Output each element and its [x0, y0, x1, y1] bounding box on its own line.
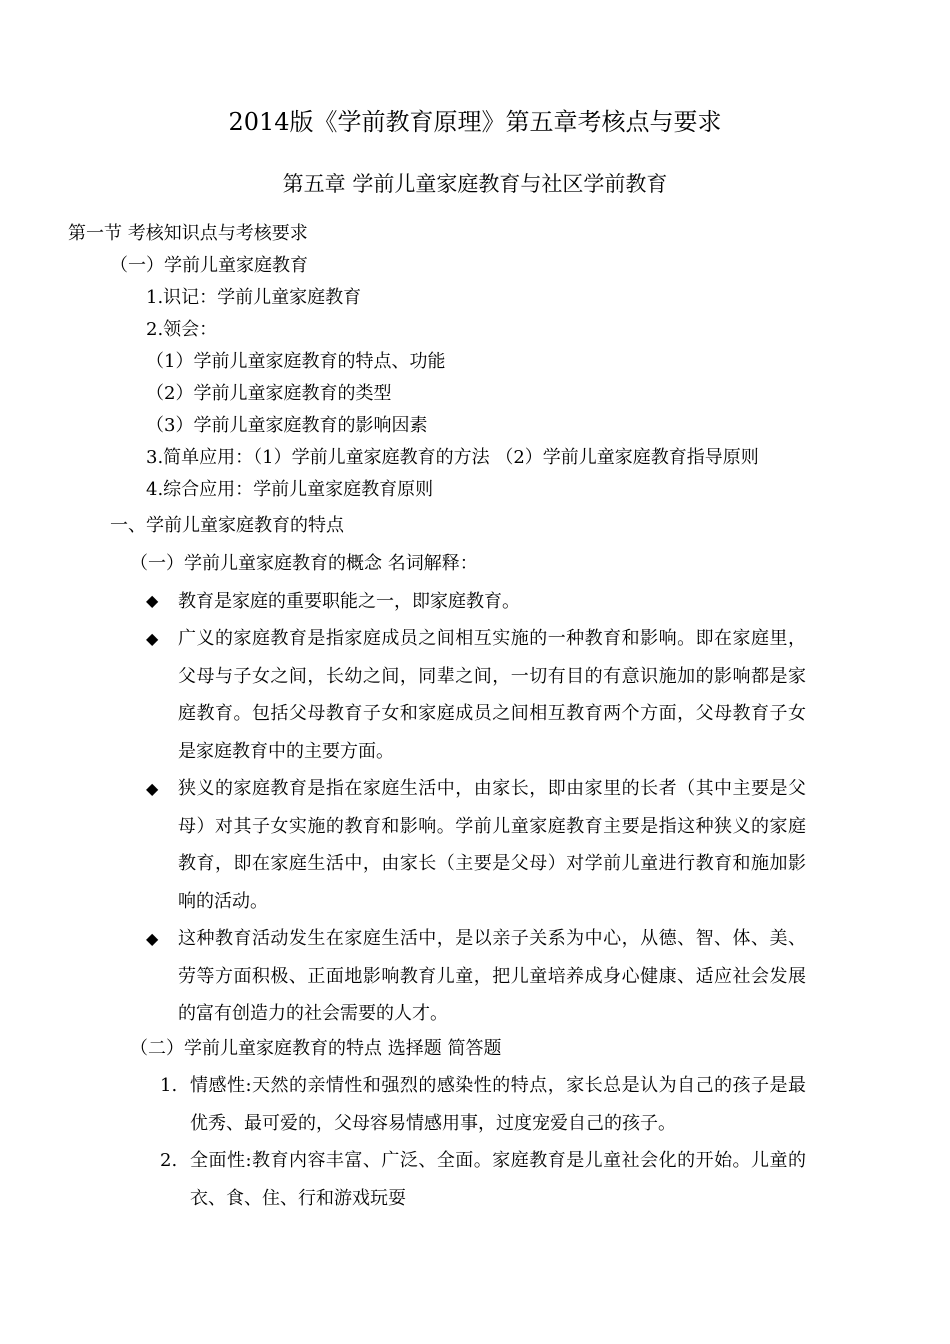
section-heading: 第一节 考核知识点与考核要求 — [68, 223, 308, 244]
diamond-bullet-icon: ◆ — [146, 929, 159, 948]
features-heading: （二）学前儿童家庭教育的特点 选择题 简答题 — [130, 1038, 502, 1059]
feature-number: 1. — [160, 1075, 178, 1096]
diamond-bullet-icon: ◆ — [146, 779, 159, 798]
subsection-heading: （一）学前儿童家庭教育 — [110, 255, 308, 276]
bullet-paragraph: 这种教育活动发生在家庭生活中，是以亲子关系为中心，从德、智、体、美、劳等方面积极、正面地影响教育儿童，把儿童培养成身心健康、适应社会发展的富有创造力的社会需要的人才。 — [178, 928, 806, 1024]
list-item: 2.领会： — [146, 319, 218, 340]
chapter-title: 第五章 学前儿童家庭教育与社区学前教育 — [282, 172, 668, 196]
list-item: （2）学前儿童家庭教育的类型 — [146, 383, 392, 404]
list-item: （1）学前儿童家庭教育的特点、功能 — [146, 351, 446, 372]
diamond-bullet-icon: ◆ — [146, 629, 159, 648]
feature-paragraph: 情感性:天然的亲情性和强烈的感染性的特点，家长总是认为自己的孩子是最优秀、最可爱的，父母容易情感用事，过度宠爱自己的孩子。 — [190, 1075, 806, 1134]
bullet-paragraph: 广义的家庭教育是指家庭成员之间相互实施的一种教育和影响。即在家庭里，父母与子女之间，长幼之间，同辈之间，一切有目的有意识施加的影响都是家庭教育。包括父母教育子女和家庭成员之间相互教育两个方面，父母教育子女是家庭教育中的主要方面。 — [178, 628, 806, 762]
feature-number: 2. — [160, 1150, 178, 1171]
feature-paragraph: 全面性:教育内容丰富、广泛、全面。家庭教育是儿童社会化的开始。儿童的衣、食、住、行和游戏玩耍 — [190, 1150, 806, 1209]
bullet-paragraph: 教育是家庭的重要职能之一，即家庭教育。 — [178, 591, 520, 612]
heading-one: 一、学前儿童家庭教育的特点 — [110, 515, 344, 536]
list-item: 4.综合应用：学前儿童家庭教育原则 — [146, 479, 434, 500]
diamond-bullet-icon: ◆ — [146, 591, 159, 610]
list-item: （3）学前儿童家庭教育的影响因素 — [146, 415, 428, 436]
document-title: 2014版《学前教育原理》第五章考核点与要求 — [228, 108, 722, 136]
list-item: 1.识记：学前儿童家庭教育 — [146, 287, 362, 308]
list-item: 3.简单应用：（1）学前儿童家庭教育的方法 （2）学前儿童家庭教育指导原则 — [146, 447, 759, 468]
bullet-paragraph: 狭义的家庭教育是指在家庭生活中，由家长，即由家里的长者（其中主要是父母）对其子女实施的教育和影响。学前儿童家庭教育主要是指这种狭义的家庭教育，即在家庭生活中，由家长（主要是父母）对学前儿童进行教育和施加影响的活动。 — [178, 778, 806, 912]
concept-heading: （一）学前儿童家庭教育的概念 名词解释： — [130, 553, 478, 574]
